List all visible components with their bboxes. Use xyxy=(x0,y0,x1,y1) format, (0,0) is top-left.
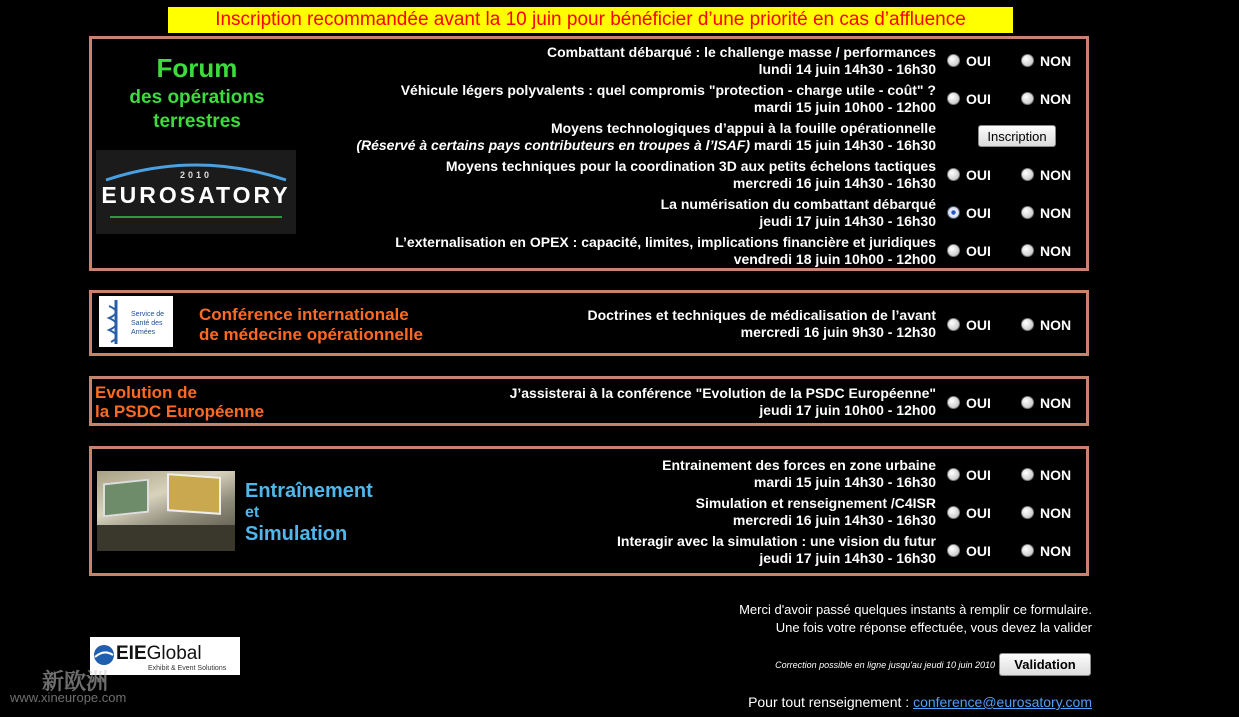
eie-logo-light: Global xyxy=(146,643,202,664)
watermark-url: www.xineurope.com xyxy=(10,690,127,705)
simulation-section xyxy=(89,446,1089,576)
thanks-line-2: Une fois votre réponse effectuée, vous devez la valider xyxy=(775,620,1092,635)
simulation-title-1: Entraînement xyxy=(245,480,373,502)
priority-banner: Inscription recommandée avant la 10 juin pour bénéficier d’une priorité en cas d’affluence xyxy=(168,7,1013,33)
session-date: mercredi 16 juin 9h30 - 12h30 xyxy=(740,324,936,340)
session-date: mercredi 16 juin 14h30 - 16h30 xyxy=(732,512,936,528)
oui-radio[interactable]: OUI xyxy=(947,242,991,260)
caduceus-icon xyxy=(103,298,129,346)
simulation-title-2: et xyxy=(245,504,260,521)
logo-name: EUROSATORY xyxy=(101,182,291,208)
forum-title: Forum xyxy=(156,53,238,83)
session-date: jeudi 17 juin 14h30 - 16h30 xyxy=(759,213,936,229)
session-date: mercredi 16 juin 14h30 - 16h30 xyxy=(732,175,936,191)
correction-note: Correction possible en ligne jusqu'au jeudi 10 juin 2010 xyxy=(775,660,995,670)
medecine-section xyxy=(89,290,1089,356)
globe-icon xyxy=(92,643,116,667)
psdc-session-options xyxy=(947,394,1097,414)
validation-button[interactable]: Validation xyxy=(999,653,1091,676)
radio-icon xyxy=(1021,506,1034,519)
session-title: Interagir avec la simulation : une vision du futur xyxy=(617,533,936,549)
session-date: mardi 15 juin 14h30 - 16h30 xyxy=(753,474,936,490)
watermark-cn: 新欧洲 xyxy=(42,669,109,694)
oui-radio[interactable]: OUI xyxy=(947,52,991,70)
forum-subtitle-1: des opérations xyxy=(129,87,265,108)
radio-icon xyxy=(947,318,960,331)
oui-radio[interactable]: OUI xyxy=(947,394,991,412)
radio-icon xyxy=(1021,544,1034,557)
simulation-session-2-options xyxy=(947,504,1097,524)
radio-icon xyxy=(947,168,960,181)
console-base xyxy=(97,525,235,551)
radio-icon xyxy=(947,468,960,481)
simulation-photo xyxy=(97,471,235,551)
session-date: lundi 14 juin 14h30 - 16h30 xyxy=(758,61,936,77)
session-date-line xyxy=(356,137,936,154)
non-radio[interactable]: NON xyxy=(1021,242,1071,260)
non-radio[interactable]: NON xyxy=(1021,52,1071,70)
radio-icon xyxy=(947,544,960,557)
contact-line xyxy=(748,694,1092,710)
radio-icon xyxy=(947,244,960,257)
screen-right xyxy=(167,473,221,515)
session-date: jeudi 17 juin 14h30 - 16h30 xyxy=(759,550,936,566)
thanks-line-1: Merci d'avoir passé quelques instants à remplir ce formulaire. xyxy=(739,602,1092,617)
contact-label: Pour tout renseignement : xyxy=(748,694,914,710)
medecine-title-2: de médecine opérationnelle xyxy=(199,325,423,344)
session-date: jeudi 17 juin 10h00 - 12h00 xyxy=(759,402,936,418)
session-title: Simulation et renseignement /C4ISR xyxy=(695,495,936,511)
medecine-title-1: Conférence internationale xyxy=(199,305,409,324)
psdc-title-2: la PSDC Européenne xyxy=(95,402,265,421)
psdc-session xyxy=(510,385,936,419)
inscription-button[interactable]: Inscription xyxy=(978,125,1056,147)
contact-email-link[interactable]: conference@eurosatory.com xyxy=(913,694,1092,710)
logo-year: 2010 xyxy=(179,170,213,180)
oui-radio[interactable]: OUI xyxy=(947,166,991,184)
forum-session-5-options xyxy=(947,204,1097,224)
forum-session-6-options xyxy=(947,242,1097,262)
simulation-session-3 xyxy=(617,533,936,567)
forum-section xyxy=(89,36,1089,271)
radio-icon xyxy=(1021,318,1034,331)
forum-session-3 xyxy=(356,120,936,154)
non-radio[interactable]: NON xyxy=(1021,166,1071,184)
forum-session-6 xyxy=(395,234,936,268)
session-title: Moyens techniques pour la coordination 3D aux petits échelons tactiques xyxy=(445,158,936,174)
radio-icon xyxy=(1021,206,1034,219)
medecine-session-options xyxy=(947,316,1097,336)
simulation-session-2 xyxy=(696,495,936,529)
oui-radio[interactable]: OUI xyxy=(947,90,991,108)
simulation-session-1 xyxy=(662,457,936,491)
eie-global-logo xyxy=(90,637,240,675)
non-radio[interactable]: NON xyxy=(1021,316,1071,334)
radio-icon xyxy=(1021,244,1034,257)
eurosatory-logo xyxy=(96,150,296,234)
session-title: Doctrines et techniques de médicalisation de l’avant xyxy=(587,307,936,323)
radio-selected-icon xyxy=(947,206,960,219)
psdc-section xyxy=(89,376,1089,426)
simulation-title-3: Simulation xyxy=(245,523,348,545)
simulation-session-1-options xyxy=(947,466,1097,486)
non-radio[interactable]: NON xyxy=(1021,90,1071,108)
radio-icon xyxy=(947,396,960,409)
psdc-title-1: Evolution de xyxy=(95,383,197,402)
radio-icon xyxy=(1021,54,1034,67)
non-radio[interactable]: NON xyxy=(1021,394,1071,412)
forum-subtitle-2: terrestres xyxy=(153,111,241,132)
ssa-logo xyxy=(99,296,173,347)
radio-icon xyxy=(1021,468,1034,481)
forum-session-5 xyxy=(661,196,936,230)
simulation-session-3-options xyxy=(947,542,1097,562)
eie-logo-text xyxy=(116,644,202,664)
session-title: La numérisation du combattant débarqué xyxy=(660,196,936,212)
oui-radio-selected[interactable]: OUI xyxy=(947,204,991,222)
session-date: mardi 15 juin 10h00 - 12h00 xyxy=(753,99,936,115)
session-title: Combattant débarqué : le challenge masse / performances xyxy=(546,44,936,60)
forum-session-1 xyxy=(547,44,936,78)
ssa-logo-text: Service de Santé des Armées xyxy=(131,311,165,336)
radio-icon xyxy=(1021,396,1034,409)
session-restriction: (Réservé à certains pays contributeurs en troupes à l’ISAF) xyxy=(356,137,751,153)
forum-session-2-options xyxy=(947,90,1097,110)
session-date: vendredi 18 juin 10h00 - 12h00 xyxy=(733,251,936,267)
forum-session-4-options xyxy=(947,166,1097,186)
forum-session-4 xyxy=(446,158,936,192)
thanks-message xyxy=(739,601,1092,637)
non-radio[interactable]: NON xyxy=(1021,466,1071,484)
session-date: mardi 15 juin 14h30 - 16h30 xyxy=(750,137,936,153)
radio-icon xyxy=(1021,168,1034,181)
oui-radio[interactable]: OUI xyxy=(947,466,991,484)
oui-radio[interactable]: OUI xyxy=(947,316,991,334)
session-title: Entrainement des forces en zone urbaine xyxy=(662,457,936,473)
forum-session-1-options xyxy=(947,52,1097,72)
oui-radio[interactable]: OUI xyxy=(947,542,991,560)
session-title: Moyens technologiques d’appui à la fouille opérationnelle xyxy=(550,120,936,136)
non-radio[interactable]: NON xyxy=(1021,204,1071,222)
session-title: J’assisterai à la conférence "Evolution de la PSDC Européenne" xyxy=(509,385,936,401)
screen-left xyxy=(103,479,149,518)
session-title: Véhicule légers polyvalents : quel compromis "protection - charge utile - coût" ? xyxy=(400,82,936,98)
non-radio[interactable]: NON xyxy=(1021,504,1071,522)
radio-icon xyxy=(947,506,960,519)
forum-session-2 xyxy=(401,82,936,116)
medecine-session xyxy=(587,307,936,341)
session-title: L’externalisation en OPEX : capacité, limites, implications financière et juridiques xyxy=(395,234,936,250)
radio-icon xyxy=(1021,92,1034,105)
oui-radio[interactable]: OUI xyxy=(947,504,991,522)
non-radio[interactable]: NON xyxy=(1021,542,1071,560)
eie-tagline: Exhibit & Event Solutions xyxy=(148,665,227,672)
eie-logo-bold: EIE xyxy=(116,643,147,664)
radio-icon xyxy=(947,92,960,105)
logo-underline xyxy=(110,216,282,218)
radio-icon xyxy=(947,54,960,67)
